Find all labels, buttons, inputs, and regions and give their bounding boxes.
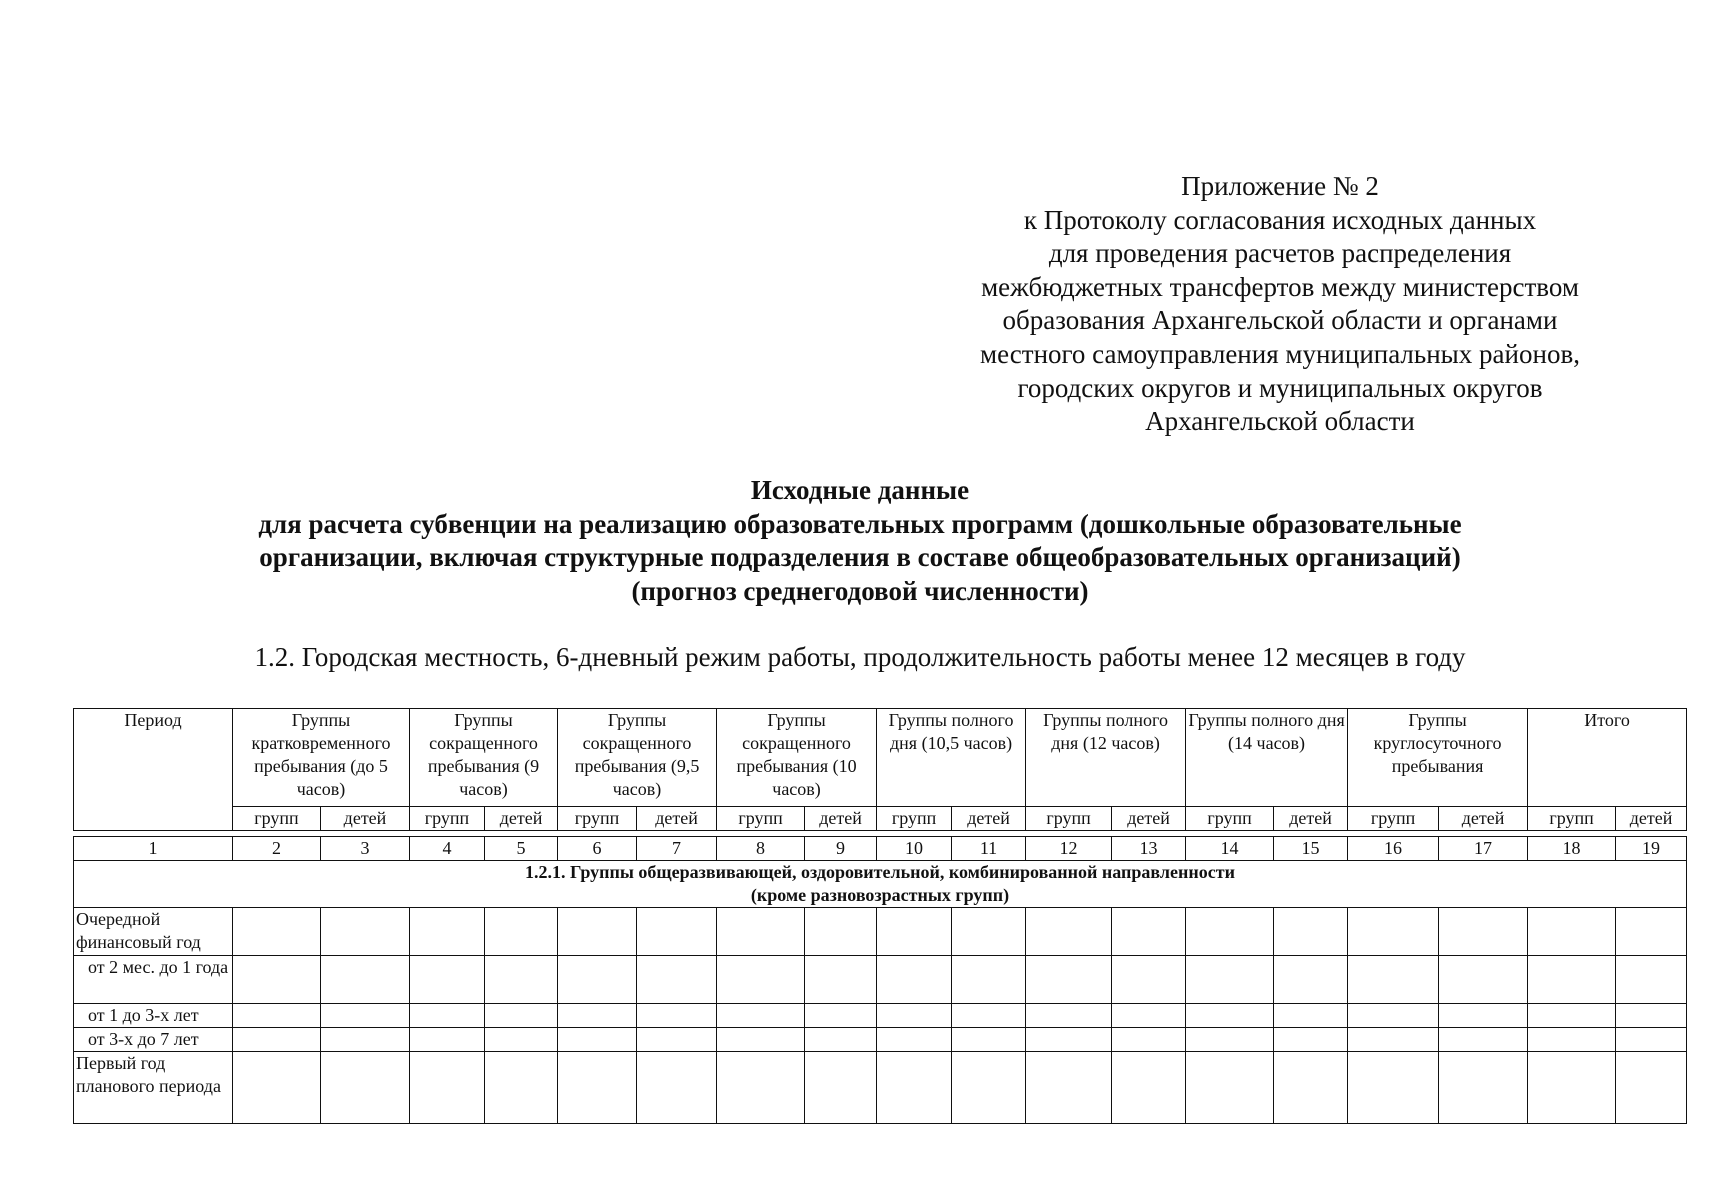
annex-line: для проведения расчетов распределения: [1048, 238, 1512, 269]
table-header: [73, 708, 1687, 831]
sub-header-groups: групп: [717, 807, 805, 831]
column-number: 18: [1528, 837, 1616, 861]
column-number: 19: [1616, 837, 1687, 861]
data-cell: [1026, 1028, 1112, 1052]
data-cell: [877, 956, 952, 1004]
column-number: 11: [952, 837, 1026, 861]
data-cell: [1112, 956, 1186, 1004]
column-number: 9: [805, 837, 877, 861]
data-cell: [1186, 908, 1274, 956]
data-cell: [877, 1004, 952, 1028]
data-cell: [1616, 1028, 1687, 1052]
data-cell: [1439, 908, 1528, 956]
data-cell: [952, 1052, 1026, 1124]
annex-line: Приложение № 2: [1181, 171, 1379, 201]
sub-header-groups: групп: [233, 807, 321, 831]
row-label: Очередной финансовый год: [74, 908, 233, 956]
data-cell: [1274, 956, 1348, 1004]
column-number: 2: [233, 837, 321, 861]
data-cell: [321, 1004, 410, 1028]
group-header: Группы полного дня (10,5 часов): [877, 709, 1026, 807]
data-cell: [1439, 956, 1528, 1004]
column-number: 12: [1026, 837, 1112, 861]
sub-header-children: детей: [1616, 807, 1687, 831]
section-heading-line: (кроме разновозрастных групп): [750, 885, 1010, 905]
data-cell: [1348, 956, 1439, 1004]
data-cell: [877, 908, 952, 956]
data-cell: [485, 956, 558, 1004]
title-line: для расчета субвенции на реализацию образовательных программ (дошкольные образовательные: [258, 508, 1462, 539]
data-cell: [637, 908, 717, 956]
sub-header-children: детей: [1274, 807, 1348, 831]
data-cell: [805, 1028, 877, 1052]
table-row: [74, 908, 1687, 956]
data-cell: [1439, 1028, 1528, 1052]
sub-header-children: детей: [485, 807, 558, 831]
data-cell: [1026, 1052, 1112, 1124]
section-heading-line: 1.2.1. Группы общеразвивающей, оздоровительной, комбинированной направленности: [525, 862, 1235, 882]
group-header: Группы кратковременного пребывания (до 5 часов): [233, 709, 410, 807]
data-cell: [637, 956, 717, 1004]
data-cell: [952, 1004, 1026, 1028]
data-cell: [233, 956, 321, 1004]
data-cell: [1528, 956, 1616, 1004]
column-number: 10: [877, 837, 952, 861]
data-cell: [637, 1052, 717, 1124]
sub-header-groups: групп: [1528, 807, 1616, 831]
group-header: Группы полного дня (12 часов): [1026, 709, 1186, 807]
data-cell: [558, 956, 637, 1004]
data-cell: [1616, 908, 1687, 956]
group-header: Итого: [1528, 709, 1687, 807]
annex-line: местного самоуправления муниципальных районов,: [980, 338, 1580, 369]
data-cell: [877, 1052, 952, 1124]
sub-header-groups: групп: [877, 807, 952, 831]
sub-header-children: детей: [1439, 807, 1528, 831]
data-cell: [1186, 1004, 1274, 1028]
sub-header-children: детей: [1112, 807, 1186, 831]
column-number: 1: [74, 837, 233, 861]
data-cell: [717, 1052, 805, 1124]
annex-line: образования Архангельской области и органами: [1002, 305, 1558, 336]
annex-line: межбюджетных трансфертов между министерством: [981, 271, 1579, 302]
data-cell: [1528, 1052, 1616, 1124]
sub-header-groups: групп: [558, 807, 637, 831]
group-header: Группы полного дня (14 часов): [1186, 709, 1348, 807]
data-cell: [1274, 1028, 1348, 1052]
data-cell: [1616, 1004, 1687, 1028]
title-line: Исходные данные: [750, 475, 970, 505]
data-cell: [1186, 1052, 1274, 1124]
data-cell: [233, 908, 321, 956]
data-cell: [485, 1028, 558, 1052]
data-cell: [717, 1004, 805, 1028]
data-cell: [558, 1052, 637, 1124]
data-cell: [1112, 1052, 1186, 1124]
data-cell: [1026, 956, 1112, 1004]
data-cell: [1112, 1004, 1186, 1028]
sub-header-groups: групп: [1348, 807, 1439, 831]
data-cell: [1274, 1004, 1348, 1028]
data-cell: [1112, 908, 1186, 956]
data-cell: [1616, 956, 1687, 1004]
data-cell: [717, 1028, 805, 1052]
data-cell: [1528, 1004, 1616, 1028]
data-cell: [952, 908, 1026, 956]
data-cell: [1274, 908, 1348, 956]
data-cell: [952, 1028, 1026, 1052]
sub-header-groups: групп: [1026, 807, 1112, 831]
data-cell: [1348, 1052, 1439, 1124]
data-cell: [558, 1004, 637, 1028]
data-cell: [485, 1004, 558, 1028]
section-heading: [74, 861, 1687, 908]
data-table: [73, 836, 1687, 1124]
data-cell: [1348, 1028, 1439, 1052]
data-cell: [410, 908, 485, 956]
annex-block: [900, 170, 1660, 439]
data-cell: [1348, 1004, 1439, 1028]
data-cell: [1186, 1028, 1274, 1052]
column-number: 13: [1112, 837, 1186, 861]
data-cell: [558, 908, 637, 956]
group-header: Группы сокращенного пребывания (9 часов): [410, 709, 558, 807]
sub-header-children: детей: [952, 807, 1026, 831]
column-number: 16: [1348, 837, 1439, 861]
data-cell: [1439, 1004, 1528, 1028]
section-row: [74, 861, 1687, 908]
table-row: [74, 1004, 1687, 1028]
column-number: 14: [1186, 837, 1274, 861]
title-line: (прогноз среднегодовой численности): [631, 575, 1089, 606]
data-cell: [1112, 1028, 1186, 1052]
column-number: 17: [1439, 837, 1528, 861]
row-label: от 3-х до 7 лет: [74, 1028, 233, 1052]
data-cell: [805, 1052, 877, 1124]
document-title: [120, 474, 1600, 608]
column-number: 6: [558, 837, 637, 861]
data-cell: [1274, 1052, 1348, 1124]
data-cell: [233, 1004, 321, 1028]
period-header: Период: [74, 709, 233, 831]
data-cell: [1439, 1052, 1528, 1124]
data-cell: [410, 956, 485, 1004]
table-row: [74, 956, 1687, 1004]
sub-header-children: детей: [321, 807, 410, 831]
table-row: [74, 1052, 1687, 1124]
data-cell: [558, 1028, 637, 1052]
data-cell: [1026, 1004, 1112, 1028]
data-cell: [717, 908, 805, 956]
data-cell: [877, 1028, 952, 1052]
column-number: 8: [717, 837, 805, 861]
data-cell: [1348, 908, 1439, 956]
sub-header-children: детей: [805, 807, 877, 831]
data-cell: [952, 956, 1026, 1004]
group-header: Группы сокращенного пребывания (9,5 часов): [558, 709, 717, 807]
sub-header-groups: групп: [1186, 807, 1274, 831]
section-subtitle: 1.2. Городская местность, 6-дневный режим работы, продолжительность работы менее 12 месяцев в году: [254, 642, 1466, 672]
data-cell: [233, 1052, 321, 1124]
annex-line: городских округов и муниципальных округов: [1017, 372, 1543, 403]
table-row: [74, 1028, 1687, 1052]
group-header: Группы сокращенного пребывания (10 часов): [717, 709, 877, 807]
data-cell: [321, 1052, 410, 1124]
data-cell: [321, 1028, 410, 1052]
annex-line: Архангельской области: [1145, 406, 1415, 437]
data-cell: [805, 956, 877, 1004]
data-cell: [637, 1028, 717, 1052]
data-cell: [717, 956, 805, 1004]
data-cell: [1026, 908, 1112, 956]
data-cell: [410, 1004, 485, 1028]
data-cell: [1528, 1028, 1616, 1052]
column-numbers-row: [74, 837, 1687, 861]
column-number: 4: [410, 837, 485, 861]
row-label: от 2 мес. до 1 года: [74, 956, 233, 1004]
data-cell: [637, 1004, 717, 1028]
data-cell: [410, 1052, 485, 1124]
title-line: организации, включая структурные подразделения в составе общеобразовательных организаций): [259, 542, 1461, 573]
data-cell: [233, 1028, 321, 1052]
annex-line: к Протоколу согласования исходных данных: [1023, 204, 1537, 235]
column-number: 3: [321, 837, 410, 861]
group-header: Группы круглосуточного пребывания: [1348, 709, 1528, 807]
sub-header-groups: групп: [410, 807, 485, 831]
data-cell: [805, 1004, 877, 1028]
data-cell: [805, 908, 877, 956]
row-label: Первый год планового периода: [74, 1052, 233, 1124]
row-label: от 1 до 3-х лет: [74, 1004, 233, 1028]
data-cell: [1528, 908, 1616, 956]
data-cell: [1186, 956, 1274, 1004]
column-number: 5: [485, 837, 558, 861]
data-cell: [485, 908, 558, 956]
data-cell: [1616, 1052, 1687, 1124]
sub-header-children: детей: [637, 807, 717, 831]
data-cell: [410, 1028, 485, 1052]
data-cell: [321, 956, 410, 1004]
data-cell: [485, 1052, 558, 1124]
column-number: 7: [637, 837, 717, 861]
data-cell: [321, 908, 410, 956]
column-number: 15: [1274, 837, 1348, 861]
